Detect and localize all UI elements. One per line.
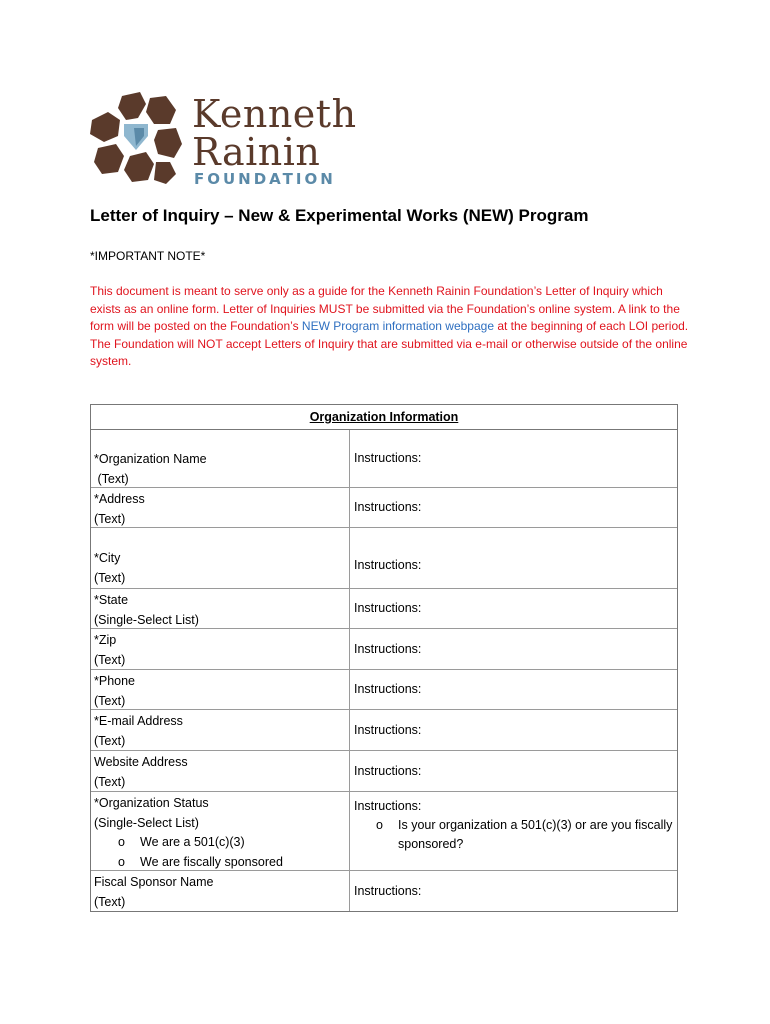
field-type: (Single-Select List) — [94, 612, 199, 627]
option-label: We are a 501(c)(3) — [140, 835, 245, 849]
option-bullet: o — [376, 818, 383, 832]
field-type: (Text) — [94, 894, 126, 909]
notice-text-part1: This document is meant to serve only as a guide for the Kenneth Rainin Foundation’s Letter of Inquiry which exists as an online form. Letter of Inquiries MUST be submitted via the Foundation’s online system. A link to the form will be posted on the Foundation’s — [90, 284, 680, 334]
table-row — [91, 792, 677, 871]
field-name: Fiscal Sponsor Name — [94, 875, 214, 889]
instructions-label: Instructions: — [354, 722, 422, 737]
field-label-cell — [91, 589, 350, 628]
instructions-cell — [350, 488, 677, 527]
instructions-cell — [350, 710, 677, 750]
table-header: Organization Information — [91, 405, 677, 430]
table-row — [91, 871, 677, 911]
list-option — [94, 833, 346, 853]
organization-information-table — [90, 404, 678, 912]
instructions-label: Instructions: — [354, 682, 422, 696]
field-label-cell — [91, 430, 350, 487]
field-name: *Zip — [94, 633, 117, 647]
field-label-cell — [91, 871, 350, 911]
field-label-cell — [91, 528, 350, 588]
table-row — [91, 430, 677, 488]
field-name: *City — [94, 551, 121, 565]
instructions-cell — [350, 792, 677, 870]
instructions-label: Instructions: — [354, 500, 422, 514]
field-name: *Organization Name — [94, 452, 207, 466]
document-title: Letter of Inquiry – New & Experimental Works (NEW) Program — [90, 206, 589, 225]
instructions-label: Instructions: — [354, 799, 422, 813]
logo-text-line1: Kenneth — [192, 92, 357, 136]
table-row — [91, 528, 677, 589]
table-row — [91, 629, 677, 670]
field-label-cell — [91, 710, 350, 750]
instruction-item — [354, 816, 673, 854]
field-name: *Address — [94, 492, 145, 506]
logo-text-line2: Rainin — [192, 130, 321, 174]
field-name: Website Address — [94, 755, 188, 769]
field-type: (Text) — [94, 652, 126, 667]
option-label: We are fiscally sponsored — [140, 854, 283, 869]
instructions-cell — [350, 629, 677, 669]
field-type: (Text) — [94, 774, 126, 789]
instructions-cell — [350, 751, 677, 791]
option-bullet: o — [118, 835, 125, 849]
important-note-heading: *IMPORTANT NOTE* — [90, 249, 206, 263]
instructions-cell — [350, 528, 677, 588]
instructions-label: Instructions: — [354, 883, 422, 898]
instructions-cell — [350, 589, 677, 628]
instructions-cell — [350, 430, 677, 487]
list-option — [94, 853, 346, 873]
field-label-cell — [91, 629, 350, 669]
field-label-cell — [91, 488, 350, 527]
logo-text-line3: FOUNDATION — [194, 170, 336, 188]
field-type: (Text) — [94, 471, 129, 486]
table-row — [91, 710, 677, 751]
field-type: (Text) — [94, 570, 126, 585]
instructions-cell — [350, 871, 677, 911]
instruction-item-text: Is your organization a 501(c)(3) or are you fiscally sponsored? — [398, 818, 673, 851]
field-label-cell — [91, 792, 350, 870]
field-name: *State — [94, 593, 129, 607]
logo-mark-icon — [88, 90, 183, 185]
table-row — [91, 488, 677, 528]
field-type: (Single-Select List) — [94, 815, 199, 830]
field-type: (Text) — [94, 733, 126, 748]
instructions-label: Instructions: — [354, 763, 422, 778]
option-bullet: o — [118, 854, 125, 869]
table-row — [91, 589, 677, 629]
important-notice-text — [90, 283, 690, 371]
instructions-label: Instructions: — [354, 451, 422, 465]
field-name: *Organization Status — [94, 796, 209, 810]
field-label-cell — [91, 670, 350, 709]
table-row — [91, 751, 677, 792]
new-program-webpage-link[interactable]: NEW Program information webpage — [301, 319, 494, 334]
instructions-label: Instructions: — [354, 557, 422, 572]
instructions-cell — [350, 670, 677, 709]
field-name: *E-mail Address — [94, 714, 183, 728]
table-row — [91, 670, 677, 710]
field-type: (Text) — [94, 511, 126, 526]
field-name: *Phone — [94, 674, 136, 688]
notice-text-part2: at the beginning of each LOI period. The Foundation will NOT accept Letters of Inquiry that are submitted via e-mail or otherwise outside of the online system. — [90, 319, 689, 369]
field-label-cell — [91, 751, 350, 791]
field-type: (Text) — [94, 693, 126, 708]
instructions-label: Instructions: — [354, 601, 422, 615]
instructions-label: Instructions: — [354, 641, 422, 656]
foundation-logo — [88, 90, 356, 190]
